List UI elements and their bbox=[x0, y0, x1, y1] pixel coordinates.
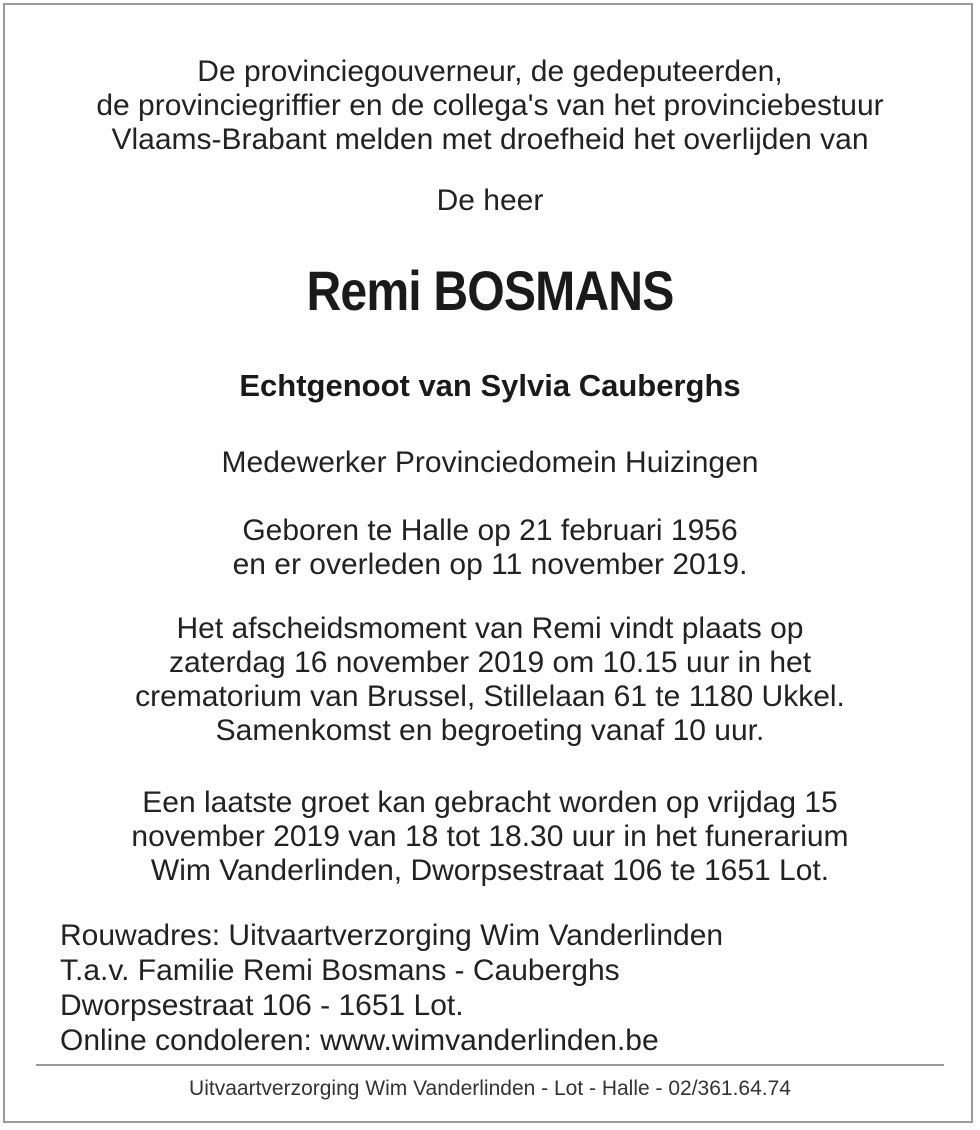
visitation-line: Wim Vanderlinden, Dworpsestraat 106 te 1651 Lot. bbox=[150, 854, 830, 887]
intro-line: de provinciegriffier en de collega's van het provinciebestuur bbox=[96, 89, 884, 122]
deceased-name: Remi BOSMANS bbox=[306, 259, 674, 322]
birth-death-line: Geboren te Halle op 21 februari 1956 bbox=[242, 514, 738, 547]
visitation-line: november 2019 van 18 tot 18.30 uur in het funerarium bbox=[131, 820, 849, 853]
ceremony-line: crematorium van Brussel, Stillelaan 61 te 1180 Ukkel. bbox=[135, 680, 845, 713]
funeral-home-footer: Uitvaartverzorging Wim Vanderlinden - Lot - Halle - 02/361.64.74 bbox=[189, 1077, 791, 1100]
ceremony-line: Het afscheidsmoment van Remi vindt plaats op bbox=[176, 612, 804, 645]
ceremony-paragraph bbox=[0, 612, 980, 748]
address-line: T.a.v. Familie Remi Bosmans - Cauberghs bbox=[60, 954, 620, 987]
spouse-line: Echtgenoot van Sylvia Cauberghs bbox=[239, 368, 741, 403]
visitation-line: Een laatste groet kan gebracht worden op vrijdag 15 bbox=[142, 786, 838, 819]
address-line: Rouwadres: Uitvaartverzorging Wim Vanderlinden bbox=[60, 919, 724, 952]
intro-line: Vlaams-Brabant melden met droefheid het overlijden van bbox=[111, 123, 869, 156]
intro-paragraph bbox=[0, 55, 980, 157]
ceremony-line: Samenkomst en begroeting vanaf 10 uur. bbox=[215, 714, 765, 747]
address-line: Dworpsestraat 106 - 1651 Lot. bbox=[60, 989, 464, 1022]
occupation-line: Medewerker Provinciedomein Huizingen bbox=[221, 446, 759, 479]
ceremony-line: zaterdag 16 november 2019 om 10.15 uur in het bbox=[168, 646, 812, 679]
mourning-address-block bbox=[60, 918, 723, 1058]
footer-divider bbox=[36, 1064, 944, 1066]
honorific: De heer bbox=[436, 184, 544, 217]
birth-death-paragraph bbox=[0, 514, 980, 582]
visitation-paragraph bbox=[0, 786, 980, 888]
birth-death-line: en er overleden op 11 november 2019. bbox=[232, 548, 748, 581]
intro-line: De provinciegouverneur, de gedeputeerden, bbox=[197, 55, 783, 88]
condolence-link[interactable]: Online condoleren: www.wimvanderlinden.be bbox=[60, 1024, 659, 1057]
